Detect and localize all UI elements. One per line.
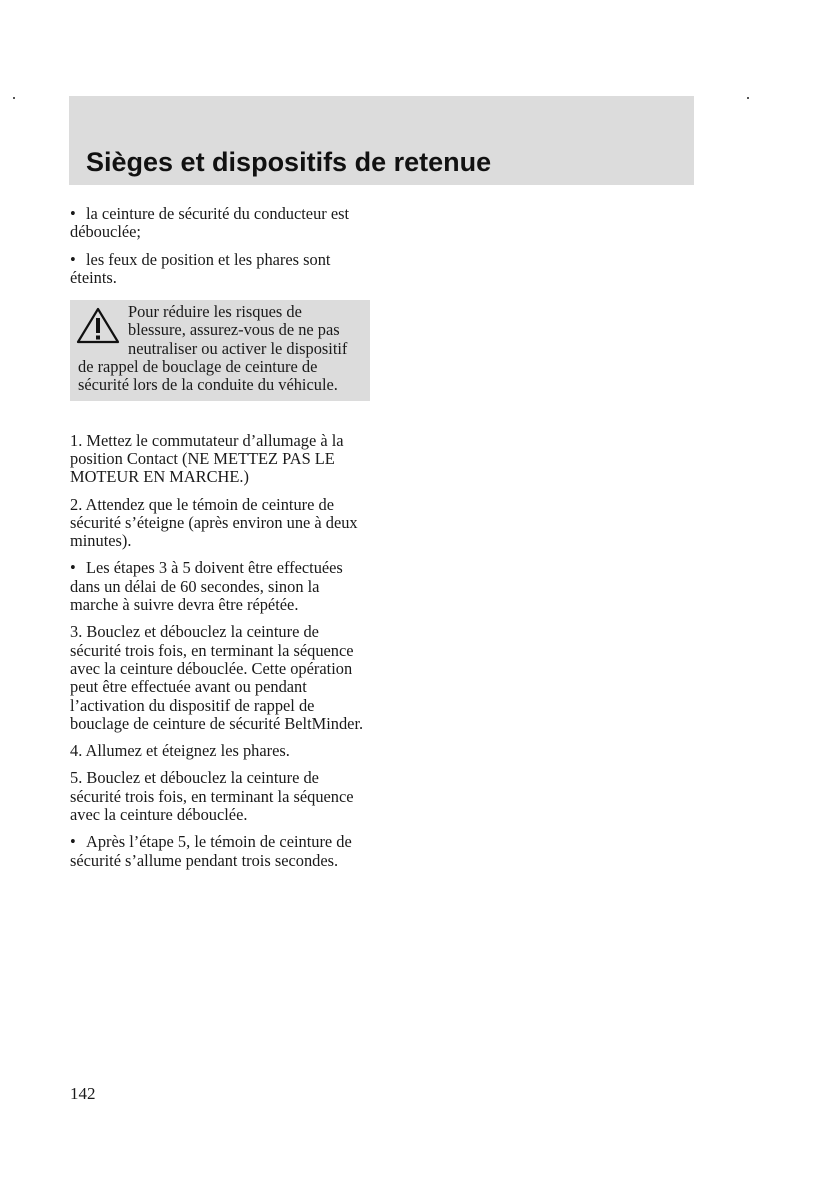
warning-box	[70, 300, 370, 400]
bullet-glyph: •	[70, 249, 76, 269]
step-item: 1. Mettez le commutateur d’allumage à la position Contact (NE METTEZ PAS LE MOTEUR EN MARCHE.)	[70, 430, 344, 487]
bullet-glyph: •	[70, 204, 76, 223]
section-header	[69, 96, 694, 185]
bullet-text: Les étapes 3 à 5 doivent être effectuées dans un délai de 60 secondes, sinon la marche à suivre devra être répétée.	[70, 558, 343, 615]
bullet-item	[70, 251, 370, 288]
step-item: 4. Allumez et éteignez les phares.	[70, 741, 290, 761]
bullet-item	[70, 205, 370, 242]
warning-triangle-icon	[76, 307, 120, 345]
bullet-item	[70, 559, 370, 614]
bullet-text: les feux de position et les phares sont éteints.	[70, 249, 331, 287]
section-title: Sièges et dispositifs de retenue	[86, 147, 492, 177]
content-column	[70, 205, 370, 879]
step-item: 3. Bouclez et débouclez la ceinture de sécurité trois fois, en terminant la séquence avec la ceinture débouclée. Cette opération peut être effectuée avant ou pendant l’activation du dispositif de rappel de bouclage de ceinture de sécurité BeltMinder.	[70, 622, 364, 733]
bullet-glyph: •	[70, 832, 76, 852]
bullet-glyph: •	[70, 558, 76, 578]
bullet-item	[70, 833, 370, 870]
crop-mark-left	[13, 97, 15, 99]
warning-text: Pour réduire les risques de blessure, assurez-vous de ne pas neutraliser ou activer le dispositif de rappel de bouclage de ceinture de sécurité lors de la conduite du véhicule.	[78, 302, 348, 395]
step-item: 5. Bouclez et débouclez la ceinture de sécurité trois fois, en terminant la séquence avec la ceinture débouclée.	[70, 768, 354, 825]
crop-mark-right	[747, 97, 749, 99]
page-number: 142	[70, 1084, 96, 1103]
bullet-text: Après l’étape 5, le témoin de ceinture de sécurité s’allume pendant trois secondes.	[70, 832, 352, 870]
bullet-text: la ceinture de sécurité du conducteur est débouclée;	[70, 204, 350, 242]
step-item: 2. Attendez que le témoin de ceinture de sécurité s’éteigne (après environ une à deux minutes).	[70, 494, 358, 551]
